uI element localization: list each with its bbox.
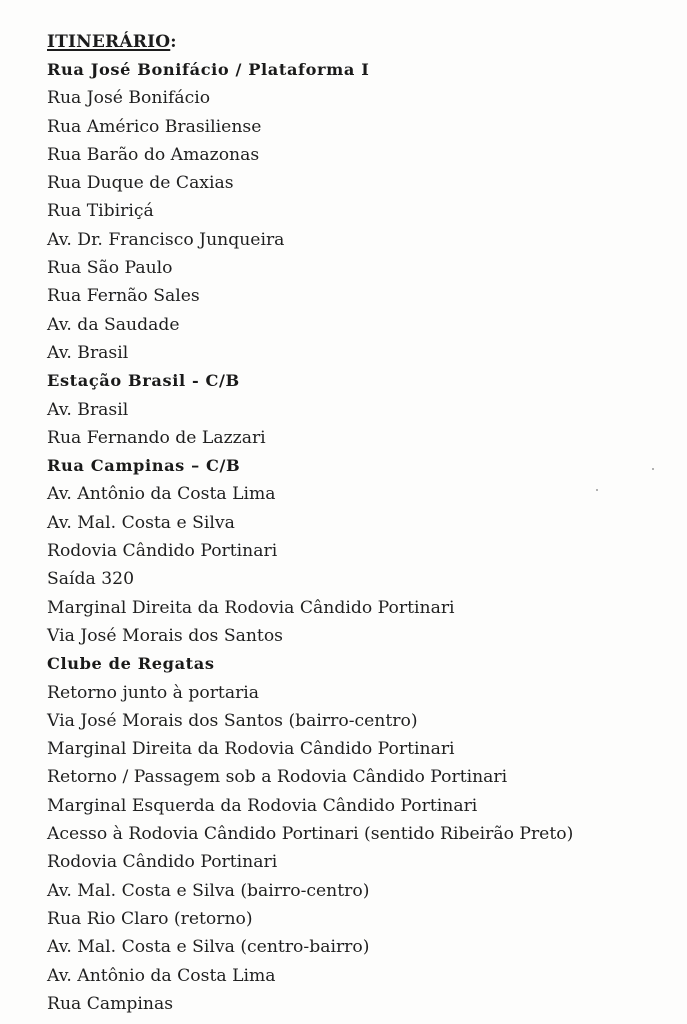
itinerary-street: Av. Brasil [47, 399, 129, 420]
itinerary-street: Av. Antônio da Costa Lima [47, 484, 276, 505]
itinerary-street: Retorno junto à portaria [47, 682, 260, 703]
itinerary-street: Rua Tibiriçá [47, 201, 154, 222]
itinerary-street: Rua São Paulo [47, 258, 173, 279]
itinerary-street: Rua Campinas [47, 993, 174, 1014]
itinerary-street: Av. Brasil [47, 342, 129, 363]
itinerary-street: Av. Mal. Costa e Silva [47, 512, 235, 533]
itinerary-street: Av. Antônio da Costa Lima [47, 965, 276, 986]
itinerary-stop-heading: Rua José Bonifácio / Plataforma I [47, 60, 370, 79]
itinerary-street: Saída 320 [47, 569, 135, 590]
itinerary-street: Acesso à Rodovia Cândido Portinari (sentido Ribeirão Preto) [47, 824, 574, 845]
itinerary-street: Av. da Saudade [47, 314, 180, 335]
itinerary-heading [47, 28, 177, 56]
itinerary-street: Via José Morais dos Santos (bairro-centro) [47, 710, 418, 731]
itinerary-street: Rodovia Cândido Portinari [47, 852, 278, 873]
itinerary-stop-heading: Rua Campinas – C/B [47, 456, 241, 476]
itinerary-street: Rua Fernão Sales [47, 286, 200, 307]
itinerary-street: Marginal Direita da Rodovia Cândido Portinari [47, 597, 455, 618]
itinerary-street: Av. Mal. Costa e Silva (centro-bairro) [47, 937, 370, 958]
itinerary-street: Av. Dr. Francisco Junqueira [47, 229, 285, 250]
itinerary-street: Retorno / Passagem sob a Rodovia Cândido Portinari [47, 767, 508, 788]
itinerary-street: Marginal Esquerda da Rodovia Cândido Portinari [47, 795, 478, 816]
scan-speck [596, 489, 598, 491]
itinerary-street: Rua José Bonifácio [47, 88, 211, 109]
itinerary-stop-heading: Clube de Regatas [47, 654, 215, 674]
itinerary-street: Rodovia Cândido Portinari [47, 541, 278, 562]
itinerary-street: Rua Barão do Amazonas [47, 144, 260, 165]
itinerary-street: Marginal Direita da Rodovia Cândido Portinari [47, 739, 455, 760]
itinerary-street: Rua Rio Claro (retorno) [47, 908, 253, 929]
itinerary-heading-label: ITINERÁRIO [47, 32, 171, 52]
itinerary-list [47, 56, 573, 1018]
itinerary-street: Rua Duque de Caxias [47, 173, 234, 194]
itinerary-heading-colon: : [170, 32, 177, 52]
itinerary-stop-heading: Estação Brasil - C/B [47, 371, 240, 391]
scan-speck [652, 468, 654, 470]
itinerary-street: Av. Mal. Costa e Silva (bairro-centro) [47, 880, 370, 901]
itinerary-street: Via José Morais dos Santos [47, 625, 284, 646]
itinerary-street: Rua Fernando de Lazzari [47, 427, 266, 448]
itinerary-street: Rua Américo Brasiliense [47, 116, 262, 137]
